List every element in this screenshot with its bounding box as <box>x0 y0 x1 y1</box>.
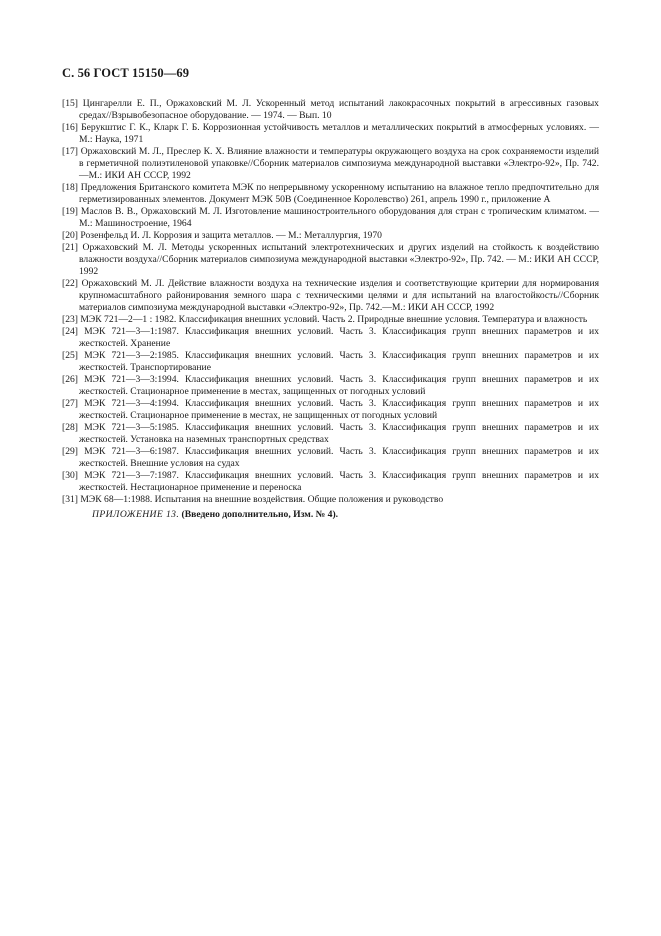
reference-item <box>62 182 599 206</box>
reference-text: МЭК 721—3—1:1987. Классификация внешних условий. Часть 3. Классификация групп внешних параметров и их жесткостей. Хранение <box>79 326 599 349</box>
reference-item <box>62 314 599 326</box>
reference-item <box>62 470 599 494</box>
reference-text: Цингарелли Е. П., Оржаховский М. Л. Ускоренный метод испытаний лакокрасочных покрытий в агрессивных газовых средах//Взрывобезопасное оборудование. — 1974. — Вып. 10 <box>79 98 599 121</box>
reference-number: [27] <box>62 398 78 409</box>
page-title: С. 56 ГОСТ 15150—69 <box>62 66 190 80</box>
reference-item <box>62 494 599 506</box>
reference-text: Оржаховский М. Л. Действие влажности воздуха на технические изделия и соответствующие критерии для нормирования крупномасштабного районирования земного шара с техническими целями и для испытаний на влагостойкость//Сборник материалов симпозиума международной выставки «Электро-92», Пр. 742.—М.: ИКИ АН СССР, 1992 <box>79 278 599 313</box>
reference-text: МЭК 721—3—7:1987. Классификация внешних условий. Часть 3. Классификация групп внешних параметров и их жесткостей. Нестационарное применение и переноска <box>79 470 599 493</box>
reference-text: Предложения Британского комитета МЭК по непрерывному ускоренному испытанию на влажное тепло предпочтительно для герметизированных элементов. Документ МЭК 50В (Соединенное Королевство) 261, апрель 1990 г., приложение А <box>79 182 599 205</box>
reference-number: [29] <box>62 446 78 457</box>
reference-text: МЭК 721—3—6:1987. Классификация внешних условий. Часть 3. Классификация групп внешних параметров и их жесткостей. Внешние условия на судах <box>79 446 599 469</box>
reference-number: [19] <box>62 206 78 217</box>
reference-number: [23] <box>62 314 78 325</box>
reference-number: [24] <box>62 326 78 337</box>
reference-item <box>62 206 599 230</box>
reference-text: МЭК 721—2—1 : 1982. Классификация внешних условий. Часть 2. Природные внешние условия. Температура и влажность <box>80 314 588 325</box>
reference-item <box>62 350 599 374</box>
reference-number: [18] <box>62 182 78 193</box>
reference-item <box>62 398 599 422</box>
reference-text: МЭК 721—3—3:1994. Классификация внешних условий. Часть 3. Классификация групп внешних параметров и их жесткостей. Стационарное применение в местах, защищенных от погодных условий <box>79 374 599 397</box>
reference-text: МЭК 721—3—4:1994. Классификация внешних условий. Часть 3. Классификация групп внешних параметров и их жесткостей. Стационарное применение в местах, не защищенных от погодных условий <box>79 398 599 421</box>
reference-number: [22] <box>62 278 78 289</box>
reference-text: Маслов В. В., Оржаховский М. Л. Изготовление машиностроительного оборудования для стран с тропическим климатом. — М.: Машиностроение, 1964 <box>79 206 599 229</box>
reference-item <box>62 122 599 146</box>
reference-text: МЭК 721—3—2:1985. Классификация внешних условий. Часть 3. Классификация групп внешних параметров и их жесткостей. Транспортирование <box>79 350 599 373</box>
reference-text: Оржаховский М. Л. Методы ускоренных испытаний электротехнических и других изделий на стойкость к воздействию влажности воздуха//Сборник материалов симпозиума международной выставки «Электро-92», Пр. 742. — М.: ИКИ АН СССР, 1992 <box>79 242 599 277</box>
reference-item <box>62 242 599 278</box>
reference-item <box>62 374 599 398</box>
reference-item <box>62 146 599 182</box>
reference-number: [28] <box>62 422 78 433</box>
reference-item <box>62 422 599 446</box>
reference-number: [30] <box>62 470 78 481</box>
reference-number: [25] <box>62 350 78 361</box>
reference-text: Оржаховский М. Л., Преслер К. Х. Влияние влажности и температуры окружающего воздуха на срок сохраняемости изделий в герметичной полиэтиленовой упаковке//Сборник материалов симпозиума международной выставки «Электро-92», Пр. 742.—М.: ИКИ АН СССР, 1992 <box>79 146 600 181</box>
reference-text: МЭК 68—1:1988. Испытания на внешние воздействия. Общие положения и руководство <box>80 494 444 505</box>
reference-number: [26] <box>62 374 78 385</box>
reference-item <box>62 98 599 122</box>
reference-number: [15] <box>62 98 78 109</box>
appendix-note <box>62 509 599 521</box>
reference-text: Берукштис Г. К., Кларк Г. Б. Коррозионная устойчивость металлов и металлических покрытий в атмосферных условиях. — М.: Наука, 1971 <box>79 122 599 145</box>
reference-text: Розенфельд И. Л. Коррозия и защита металлов. — М.: Металлургия, 1970 <box>80 230 382 241</box>
reference-number: [17] <box>62 146 78 157</box>
appendix-label: ПРИЛОЖЕНИЕ 13. <box>92 509 180 520</box>
reference-number: [21] <box>62 242 78 253</box>
appendix-amendment-note: (Введено дополнительно, Изм. № 4). <box>181 509 339 520</box>
reference-number: [16] <box>62 122 78 133</box>
reference-number: [20] <box>62 230 78 241</box>
reference-item <box>62 278 599 314</box>
reference-item <box>62 326 599 350</box>
reference-text: МЭК 721—3—5:1985. Классификация внешних условий. Часть 3. Классификация групп внешних параметров и их жесткостей. Установка на наземных транспортных средствах <box>79 422 599 445</box>
reference-item <box>62 446 599 470</box>
reference-item <box>62 230 599 242</box>
reference-list <box>62 98 599 521</box>
reference-number: [31] <box>62 494 78 505</box>
